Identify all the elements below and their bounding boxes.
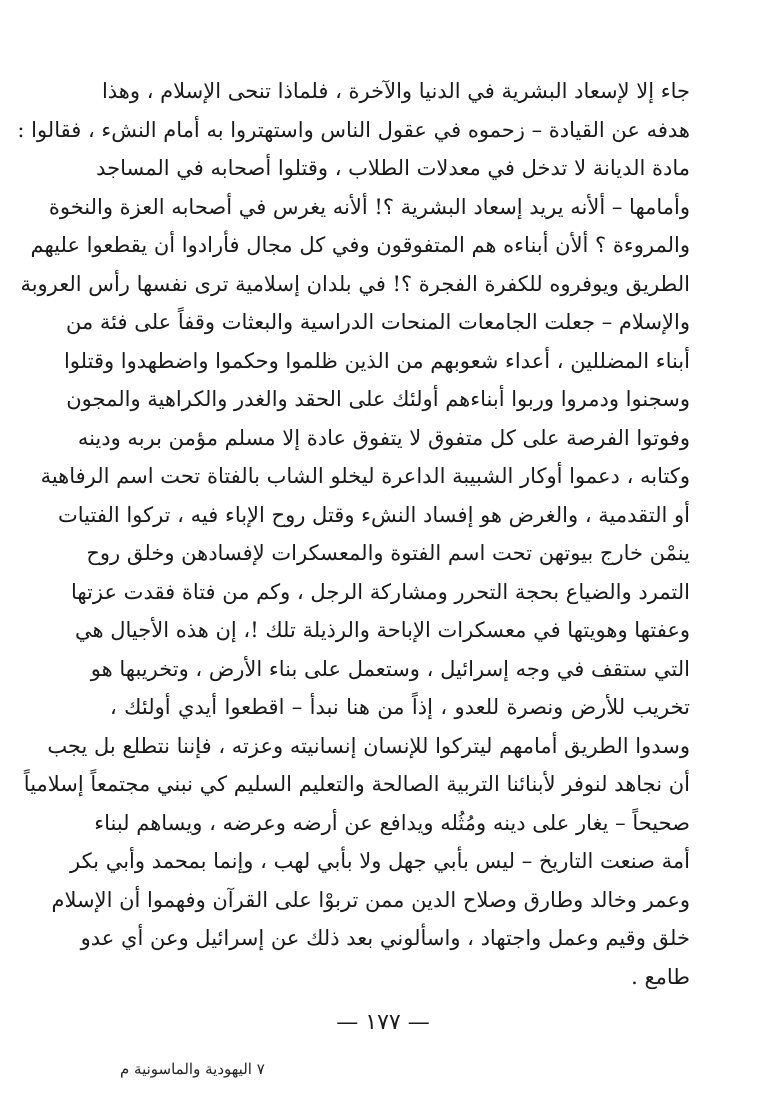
text-line: التي ستقف في وجه إسرائيل ، وستعمل على بناء الأرض ، وتخريبها هو [90,656,690,681]
text-line: ينمْن خارج بيوتهن تحت اسم الفتوة والمعسكرات لإفسادهن وخلق روح [86,541,690,565]
text-line: أمة صنعت التاريخ – ليس بأبي جهل ولا بأبي لهب ، وإنما بمحمد وأبي بكر [70,849,690,873]
text-line: تخريب للأرض ونصرة للعدو ، إذاً من هنا نبدأ – اقطعوا أيدي أولئك ، [110,695,690,719]
text-line: أو التقدمية ، والغرض هو إفساد النشء وقتل روح الإباء فيه ، تركوا الفتيات [58,502,690,527]
text-line: طامع . [631,964,690,989]
text-line: جاء إلا لإسعاد البشرية في الدنيا والآخرة ، فلماذا تنحى الإسلام ، وهذا [101,79,690,103]
text-line: وسدوا الطريق أمامهم ليتركوا للإنسان إنسانيته وعزته ، فإننا نتطلع بل يجب [47,733,690,758]
text-line: والمروءة ؟ ألأن أبناءه هم المتفوقون وفي كل مجال فأرادوا أن يقطعوا عليهم [30,233,690,257]
text-line: وفوتوا الفرصة على كل متفوق لا يتفوق عادة إلا مسلم مؤمن بربه ودينه [77,425,690,450]
text-line: خلق وقيم وعمل واجتهاد ، واسألوني بعد ذلك عن إسرائيل وعن أي عدو [80,926,690,950]
text-line: أبناء المضللين ، أعداء شعوبهم من الذين ظلموا وحكموا واضطهدوا وقتلوا [63,348,690,373]
text-line: وعفتها وهويتها في معسكرات الإباحة والرذيلة تلك !، إن هذه الأجيال هي [75,618,690,642]
footer-note: ٧ اليهودية والماسونية م [120,1060,265,1078]
text-line: وكتابه ، دعموا أوكار الشبيبة الداعرة ليخلو الشاب بالفتاة تحت اسم الرفاهية [40,464,690,488]
text-line: أن نجاهد لنوفر لأبنائنا التربية الصالحة والتعليم السليم كي نبني مجتمعاً إسلامياً [23,772,690,796]
page-body-text [17,72,690,996]
text-line: وسجنوا ودمروا وربوا أبناءهم أولئك على الحقد والغدر والكراهية والمجون [66,387,690,411]
text-line: التمرد والضياع بحجة التحرر ومشاركة الرجل ، وكم من فتاة فقدت عزتها [70,579,690,604]
text-line: هدفه عن القيادة – زحموه في عقول الناس واستهتروا به أمام النشء ، فقالوا : [17,117,690,142]
text-line: صحيحاً – يغار على دينه ومُثُله ويدافع عن أرضه وعرضه ، ويساهم لبناء [94,810,690,835]
text-line: مادة الديانة لا تدخل في معدلات الطلاب ، وقتلوا أصحابه في المساجد [96,156,690,180]
text-line: الطريق ويوفروه للكفرة الفجرة ؟! في بلدان إسلامية ترى نفسها رأس العروبة [20,271,690,296]
text-line: وأمامها – ألأنه يريد إسعاد البشرية ؟! ألأنه يغرس في أصحابه العزة والنخوة [48,194,690,219]
page-number: — ١٧٧ — [336,1010,430,1035]
text-line: وعمر وخالد وطارق وصلاح الدين ممن تربوْا على القرآن وفهموا أن الإسلام [51,887,690,912]
text-line: والإسلام – جعلت الجامعات المنحات الدراسية والبعثات وقفاً على فئة من [65,310,690,334]
